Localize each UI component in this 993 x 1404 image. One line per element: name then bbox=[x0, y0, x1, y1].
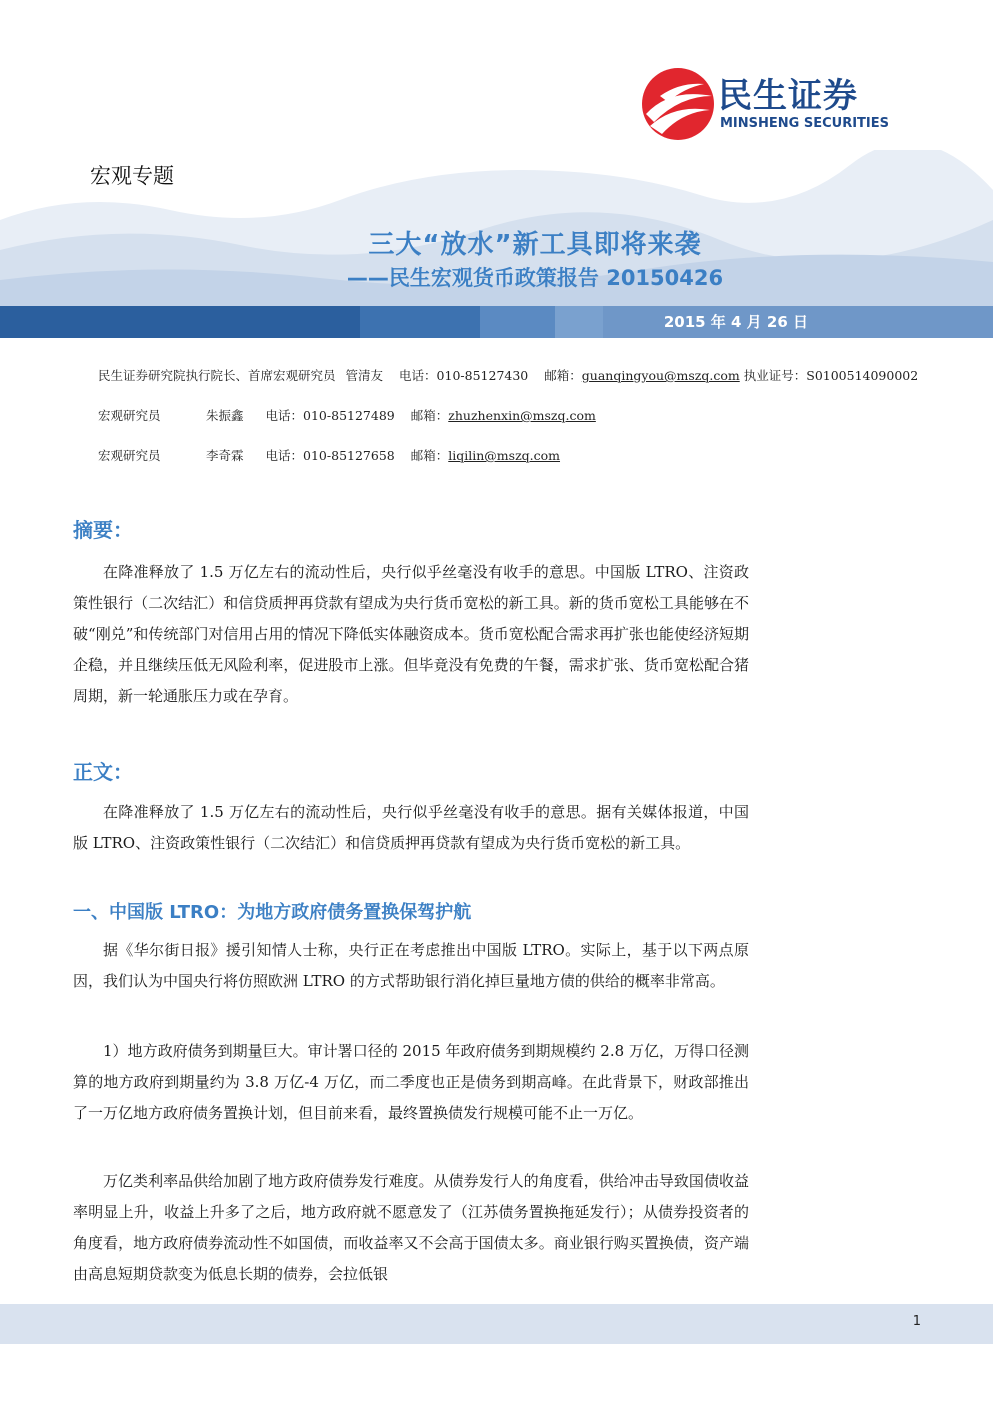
minsheng-emblem-icon bbox=[640, 66, 716, 142]
body-paragraph: 万亿类利率品供给加剧了地方政府债券发行难度。从债券发行人的角度看，供给冲击导致国债收益率明显上升，收益上升多了之后，地方政府就不愿意发了（江苏债务置换拖延发行）；从债券投资者的角度看，地方政府债券流动性不如国债，而收益率又不会高于国债太多。商业银行购买置换债，资产端由高息短期贷款变为低息长期的债券，会拉低银 bbox=[73, 1172, 749, 1283]
author-name: 朱振鑫 bbox=[206, 408, 244, 423]
phone-label: 电话： bbox=[399, 368, 437, 383]
author-contact-row bbox=[98, 406, 596, 424]
author-role: 宏观研究员 bbox=[98, 408, 161, 423]
page-footer-band bbox=[0, 1304, 993, 1344]
page-number: 1 bbox=[912, 1314, 921, 1329]
author-phone: 010-85127489 bbox=[303, 408, 395, 423]
author-name: 管清友 bbox=[345, 368, 384, 383]
author-phone: 010-85127658 bbox=[303, 448, 395, 463]
phone-label: 电话： bbox=[265, 448, 304, 463]
body-paragraph: 1）地方政府债务到期量巨大。审计署口径的 2015 年政府债务到期规模约 2.8 万亿，万得口径测算的地方政府到期量约为 3.8 万亿-4 万亿，而二季度也正是债务到期高峰。在此背景下，财政部推出了一万亿地方政府债务置换计划，但目前来看，最终置换债发行规模可能不止一万亿。 bbox=[73, 1042, 749, 1122]
body-heading: 正文： bbox=[73, 760, 133, 784]
email-label: 邮箱： bbox=[410, 448, 449, 463]
header-band bbox=[0, 306, 993, 338]
body-paragraph: 据《华尔街日报》援引知情人士称，央行正在考虑推出中国版 LTRO。实际上，基于以下两点原因，我们认为中国央行将仿照欧洲 LTRO 的方式帮助银行消化掉巨量地方债的供给的概率非常高。 bbox=[73, 941, 749, 990]
author-name: 李奇霖 bbox=[206, 448, 244, 463]
author-contact-row bbox=[98, 366, 934, 384]
author-contact-row bbox=[98, 446, 560, 464]
author-role: 宏观研究员 bbox=[98, 448, 161, 463]
author-license: S0100514090002 bbox=[806, 368, 919, 383]
report-title: 三大“放水”新工具即将来袭 bbox=[368, 230, 702, 260]
author-email-link[interactable]: zhuzhenxin@mszq.com bbox=[448, 408, 596, 423]
license-label: 执业证号： bbox=[743, 368, 807, 383]
phone-label: 电话： bbox=[265, 408, 304, 423]
section-1-title: 一、中国版 LTRO：为地方政府债务置换保驾护航 bbox=[73, 902, 472, 923]
author-phone: 010-85127430 bbox=[436, 368, 529, 383]
report-date: 2015 年 4 月 26 日 bbox=[663, 313, 808, 331]
email-label: 邮箱： bbox=[544, 368, 582, 383]
company-logo bbox=[640, 66, 930, 146]
author-email-link[interactable]: liqilin@mszq.com bbox=[448, 448, 561, 463]
author-role: 民生证券研究院执行院长、首席宏观研究员 bbox=[98, 368, 336, 383]
logo-name-en: MINSHENG SECURITIES bbox=[720, 116, 889, 131]
report-type-label: 宏观专题 bbox=[90, 164, 174, 188]
abstract-text: 在降准释放了 1.5 万亿左右的流动性后，央行似乎丝毫没有收手的意思。中国版 LTRO、注资政策性银行（二次结汇）和信贷质押再贷款有望成为央行货币宽松的新工具。新的货币宽松工具能够在不破“刚兑”和传统部门对信用占用的情况下降低实体融资成本。货币宽松配合需求再扩张也能使经济短期企稳，并且继续压低无风险利率，促进股市上涨。但毕竟没有免费的午餐，需求扩张、货币宽松配合猪周期，新一轮通胀压力或在孕育。 bbox=[73, 563, 749, 705]
email-label: 邮箱： bbox=[410, 408, 449, 423]
author-email-link[interactable]: guanqingyou@mszq.com bbox=[581, 368, 740, 383]
body-intro-paragraph: 在降准释放了 1.5 万亿左右的流动性后，央行似乎丝毫没有收手的意思。据有关媒体报道，中国版 LTRO、注资政策性银行（二次结汇）和信贷质押再贷款有望成为央行货币宽松的新工具。 bbox=[73, 803, 749, 852]
abstract-heading: 摘要： bbox=[73, 518, 133, 542]
logo-name-cn: 民生证券 bbox=[718, 76, 858, 116]
report-subtitle: ——民生宏观货币政策报告 20150426 bbox=[346, 266, 724, 290]
